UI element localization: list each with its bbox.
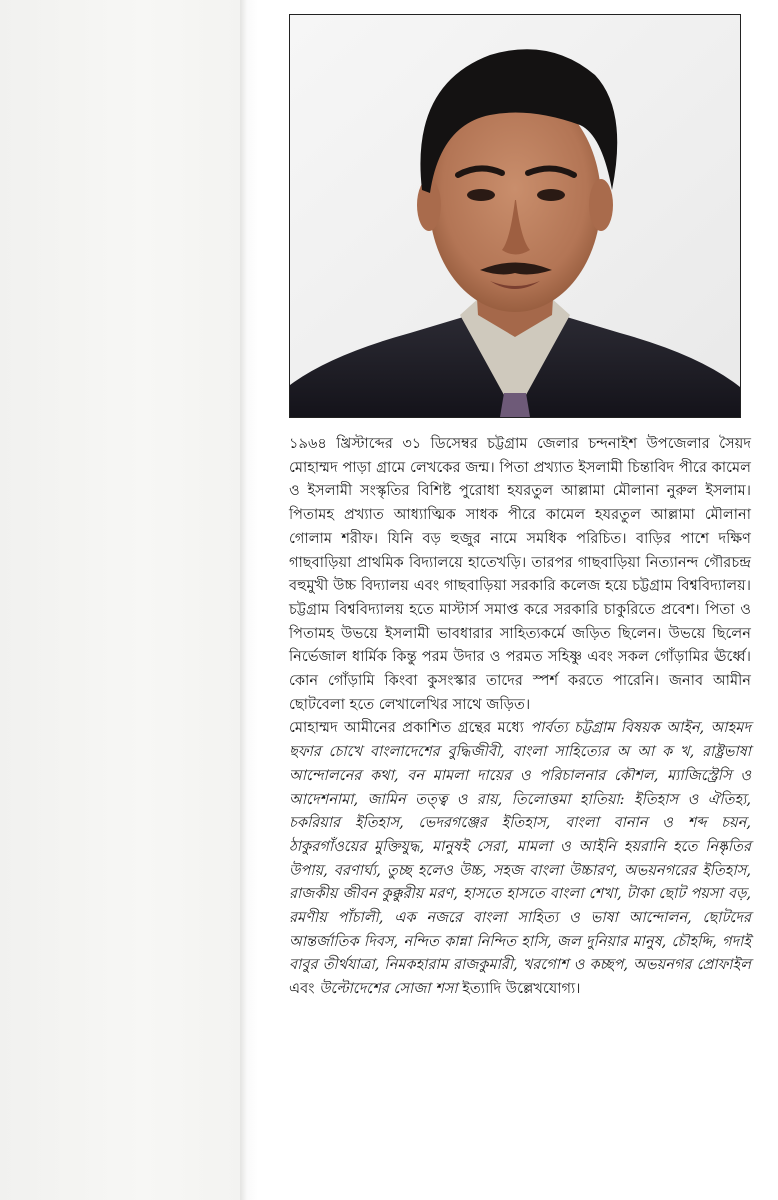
author-photo	[289, 14, 741, 418]
books-intro: মোহাম্মদ আমীনের প্রকাশিত গ্রন্থের মধ্যে	[289, 719, 531, 737]
books-and: এবং	[289, 980, 320, 998]
bio-books-paragraph	[289, 716, 751, 1000]
books-outro: ইত্যাদি উল্লেখযোগ্য।	[457, 980, 581, 998]
page-gutter	[240, 0, 258, 1200]
books-list: পার্বত্য চট্টগ্রাম বিষয়ক আইন, আহমদ ছফার চোখে বাংলাদেশের বুদ্ধিজীবী, বাংলা সাহিত্যের অ আ ক খ, রাষ্ট্রভাষা আন্দোলনের কথা, বন মামলা দায়ের ও পরিচালনার কৌশল, ম্যাজিস্ট্রেসি ও আদেশনামা, জামিন তত্ত্ব ও রায়, তিলোত্তমা হাতিয়া: ইতিহাস ও ঐতিহ্য, চকরিয়ার ইতিহাস, ভেদরগঞ্জের ইতিহাস, বাংলা বানান ও শব্দ চয়ন, ঠাকুরগাঁওয়ের মুক্তিযুদ্ধ, মানুষই সেরা, মামলা ও আইনি হয়রানি হতে নিষ্কৃতির উপায়, বরণার্ঘ্য, তুচ্ছ হলেও উচ্চ, সহজ বাংলা উচ্চারণ, অভয়নগরের ইতিহাস, রাজকীয় জীবন কুক্কুরীয় মরণ, হাসতে হাসতে বাংলা শেখা, টাকা ছোট পয়সা বড়, রমণীয় পাঁচালী, এক নজরে বাংলা সাহিত্য ও ভাষা আন্দোলন, ছোটদের আন্তর্জাতিক দিবস, নন্দিত কান্না নিন্দিত হাসি, জল দুনিয়ার মানুষ, চৌহদ্দি, গদাই বাবুর তীর্থযাত্রা, নিমকহারাম রাজকুমারী, খরগোশ ও কচ্ছপ, অভয়নগর প্রোফাইল	[289, 719, 752, 974]
bio-paragraph: ১৯৬৪ খ্রিস্টাব্দের ৩১ ডিসেম্বর চট্টগ্রাম জেলার চন্দনাইশ উপজেলার সৈয়দ মোহাম্মদ পাড়া গ্রামে লেখকের জন্ম। পিতা প্রখ্যাত ইসলামী চিন্তাবিদ পীরে কামেল ও ইসলামী সংস্কৃতির বিশিষ্ট পুরোধা হযরতুল আল্লামা মৌলানা নুরুল ইসলাম। পিতামহ প্রখ্যাত আধ্যাত্মিক সাধক পীরে কামেল হযরতুল আল্লামা মৌলানা গোলাম শরীফ। যিনি বড় হুজুর নামে সমধিক পরিচিত। বাড়ির পাশে দক্ষিণ গাছবাড়িয়া প্রাথমিক বিদ্যালয়ে হাতেখড়ি। তারপর গাছবাড়িয়া নিত্যানন্দ গৌরচন্দ্র বহুমুখী উচ্চ বিদ্যালয় এবং গাছবাড়িয়া সরকারি কলেজ হয়ে চট্টগ্রাম বিশ্ববিদ্যালয়। চট্টগ্রাম বিশ্ববিদ্যালয় হতে মাস্টার্স সমাপ্ত করে সরকারি চাকুরিতে প্রবেশ। পিতা ও পিতামহ উভয়ে ইসলামী ভাবধারার সাহিত্যকর্মে জড়িত ছিলেন। উভয়ে ছিলেন নির্ভেজাল ধার্মিক কিন্তু পরম উদার ও পরমত সহিষ্ণু এবং সকল গোঁড়ামির ঊর্ধ্বে। কোন গোঁড়ামি কিংবা কুসংস্কার তাদের স্পর্শ করতে পারেনি। জনাব আমীন ছোটবেলা হতে লেখালেখির সাথে জড়িত।	[289, 435, 751, 713]
books-last: উল্টোদেশের সোজা শসা	[319, 980, 458, 998]
author-biography	[289, 432, 751, 1001]
author-portrait-image	[290, 15, 740, 417]
left-blank-page	[0, 0, 240, 1200]
